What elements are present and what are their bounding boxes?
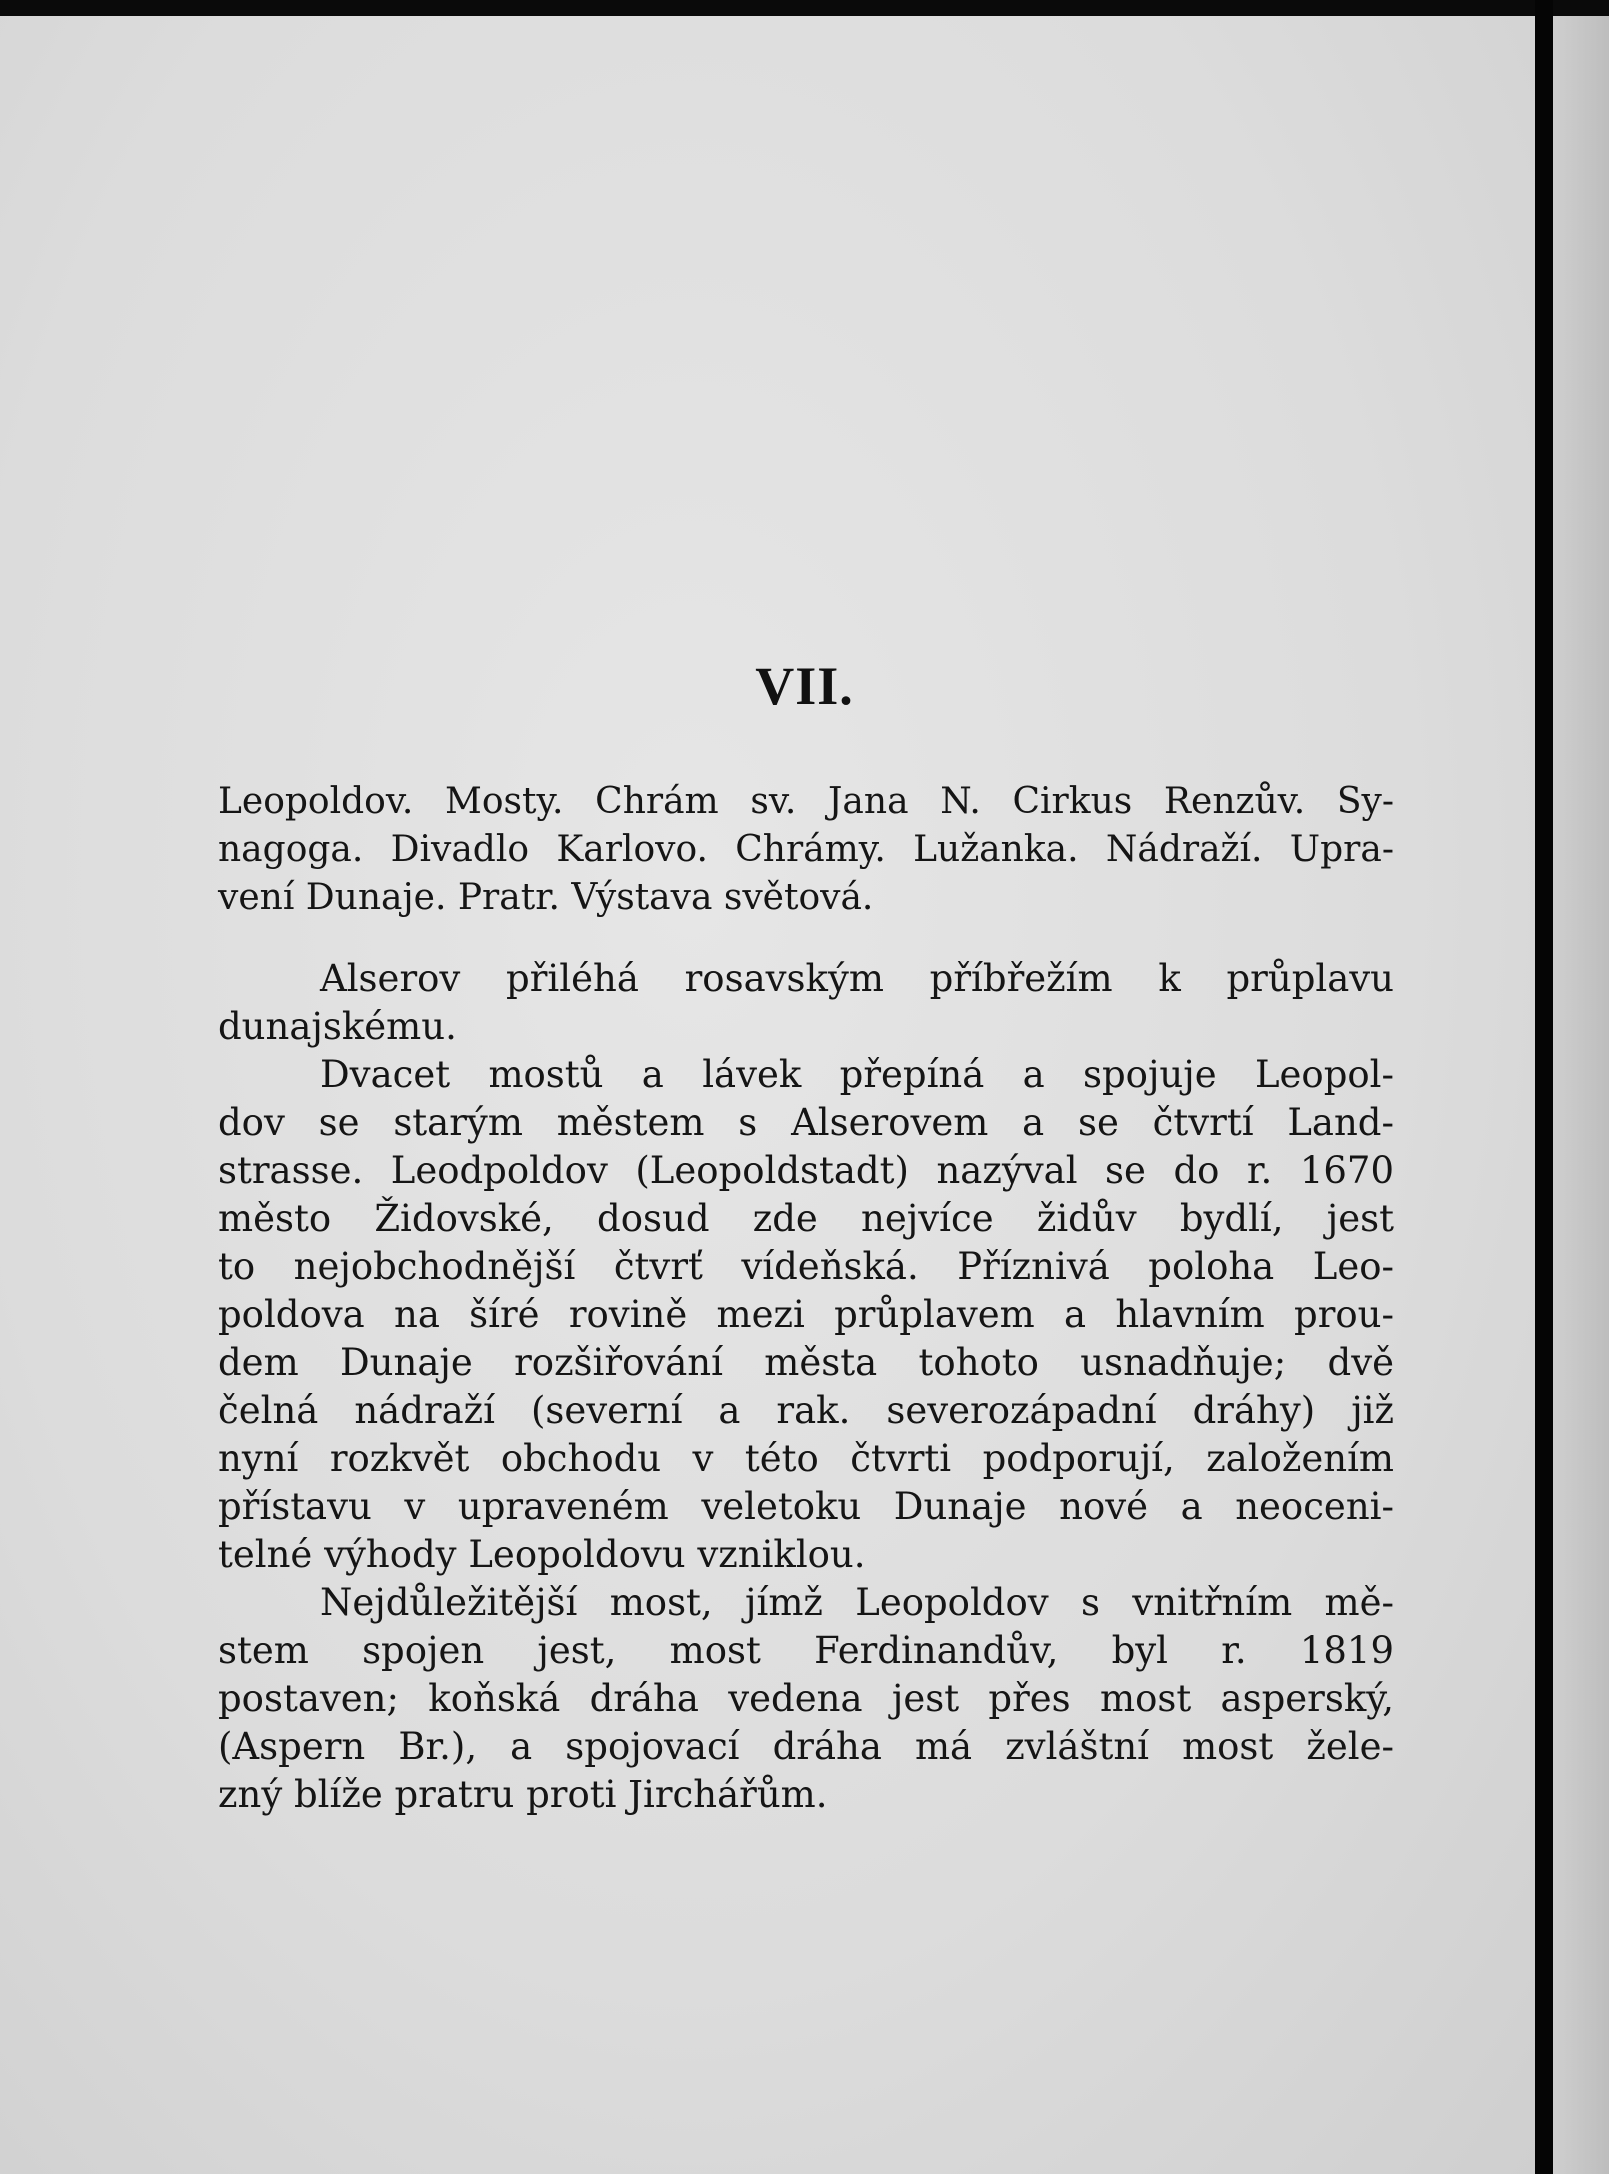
- body-line: strasse. Leodpoldov (Leopoldstadt) nazýval se do r. 1670: [218, 1149, 1394, 1192]
- summary-line: Leopoldov. Mosty. Chrám sv. Jana N. Cirkus Renzův. Sy-: [218, 781, 1394, 822]
- summary-line: vení Dunaje. Pratr. Výstava světová.: [218, 877, 874, 918]
- adjacent-page-strip: [1553, 16, 1609, 2174]
- chapter-summary: [218, 778, 1394, 922]
- body-line: poldova na šíré rovině mezi průplavem a hlavním prou-: [218, 1293, 1394, 1336]
- body-text: [218, 955, 1394, 1819]
- body-line: čelná nádraží (severní a rak. severozápadní dráhy) již: [218, 1389, 1394, 1432]
- body-line: nyní rozkvět obchodu v této čtvrti podporují, založením: [218, 1437, 1394, 1480]
- body-line: (Aspern Br.), a spojovací dráha má zvláštní most žele-: [218, 1725, 1394, 1768]
- body-line: město Židovské, dosud zde nejvíce židův bydlí, jest: [218, 1197, 1394, 1240]
- summary-line: nagoga. Divadlo Karlovo. Chrámy. Lužanka. Nádraží. Upra-: [218, 829, 1394, 870]
- body-line: to nejobchodnější čtvrť vídeňská. Příznivá poloha Leo-: [218, 1245, 1394, 1288]
- body-line: přístavu v upraveném veletoku Dunaje nové a neoceni-: [218, 1485, 1394, 1528]
- page-edge-shadow: [1535, 0, 1553, 2174]
- body-line: dov se starým městem s Alserovem a se čtvrtí Land-: [218, 1101, 1394, 1144]
- body-line: Nejdůležitější most, jímž Leopoldov s vnitřním mě-: [320, 1581, 1394, 1624]
- body-line: stem spojen jest, most Ferdinandův, byl r. 1819: [218, 1629, 1394, 1672]
- body-line: dem Dunaje rozšiřování města tohoto usnadňuje; dvě: [218, 1341, 1394, 1384]
- body-line: postaven; koňská dráha vedena jest přes most asperský,: [218, 1677, 1394, 1720]
- body-line: Alserov přiléhá rosavským příbřežím k průplavu: [320, 957, 1394, 1000]
- body-line: telné výhody Leopoldovu vzniklou.: [218, 1533, 866, 1576]
- body-line: zný blíže pratru proti Jirchářům.: [218, 1773, 828, 1816]
- body-line: dunajskému.: [218, 1005, 457, 1048]
- body-line: Dvacet mostů a lávek přepíná a spojuje Leopol-: [320, 1053, 1394, 1096]
- chapter-number: VII.: [755, 656, 854, 716]
